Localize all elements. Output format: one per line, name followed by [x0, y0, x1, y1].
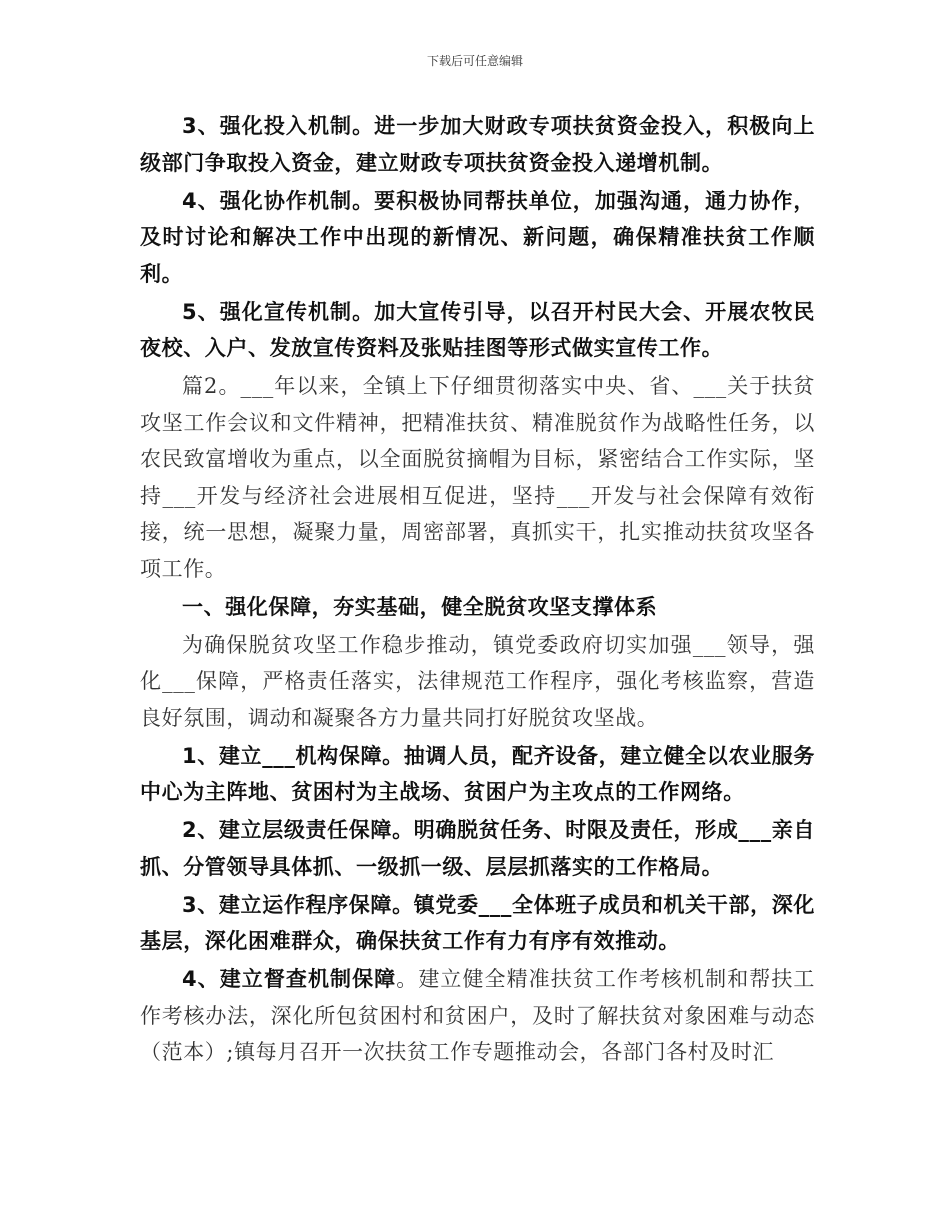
paragraph-bold-text: 4、强化协作机制。要积极协同帮扶单位，加强沟通，通力协作，及时讨论和解决工作中出现的新情况、新问题，确保精准扶贫工作顺利。 — [140, 188, 815, 286]
paragraph-bold-text: 1、建立___机构保障。抽调人员，配齐设备，建立健全以农业服务中心为主阵地、贫困村为主战场、贫困户为主攻点的工作网络。 — [140, 743, 815, 804]
paragraph-1 — [140, 108, 815, 181]
paragraph-6 — [140, 627, 815, 737]
paragraph-normal-text: 篇2。___年以来，全镇上下仔细贯彻落实中央、省、___关于扶贫攻坚工作会议和文件精神，把精准扶贫、精准脱贫作为战略性任务，以农民致富增收为重点，以全面脱贫摘帽为目标，紧密结合工作实际，坚持___开发与经济社会进展相互促进，坚持___开发与社会保障有效衔接，统一思想，凝聚力量，周密部署，真抓实干，扎实推动扶贫攻坚各项工作。 — [140, 374, 815, 581]
paragraph-10 — [140, 961, 815, 1071]
document-body — [140, 108, 815, 1072]
paragraph-normal-text: 为确保脱贫攻坚工作稳步推动，镇党委政府切实加强___领导，强化___保障，严格责任落实，法律规范工作程序，强化考核监察，营造良好氛围，调动和凝聚各方力量共同打好脱贫攻坚战。 — [140, 632, 815, 730]
paragraph-4 — [140, 368, 815, 587]
paragraph-9 — [140, 887, 815, 960]
paragraph-bold-text: 5、强化宣传机制。加大宣传引导，以召开村民大会、开展农牧民夜校、入户、发放宣传资料及张贴挂图等形式做实宣传工作。 — [140, 299, 815, 360]
paragraph-bold-text: 4、建立督查机制保障 — [182, 967, 397, 991]
page-header: 下载后可任意编辑 — [426, 54, 523, 68]
paragraph-normal-text: 。建立健全精准扶贫工作考核机制和帮扶工作考核办法，深化所包贫困村和贫困户，及时了解扶贫对象困难与动态（范本）;镇每月召开一次扶贫工作专题推动会，各部门各村及时汇 — [140, 967, 815, 1064]
paragraph-2 — [140, 183, 815, 293]
heading-text: 一、强化保障，夯实基础，健全脱贫攻坚支撑体系 — [182, 594, 658, 619]
paragraph-bold-text: 3、强化投入机制。进一步加大财政专项扶贫资金投入，积极向上级部门争取投入资金，建立财政专项扶贫资金投入递增机制。 — [140, 114, 815, 175]
paragraph-bold-text: 3、建立运作程序保障。镇党委___全体班子成员和机关干部，深化基层，深化困难群众，确保扶贫工作有力有序有效推动。 — [140, 892, 815, 953]
paragraph-3 — [140, 294, 815, 367]
section-heading — [140, 589, 815, 626]
paragraph-8 — [140, 812, 815, 885]
paragraph-7 — [140, 738, 815, 811]
paragraph-bold-text: 2、建立层级责任保障。明确脱贫任务、时限及责任，形成___亲自抓、分管领导具体抓、一级抓一级、层层抓落实的工作格局。 — [140, 818, 815, 879]
